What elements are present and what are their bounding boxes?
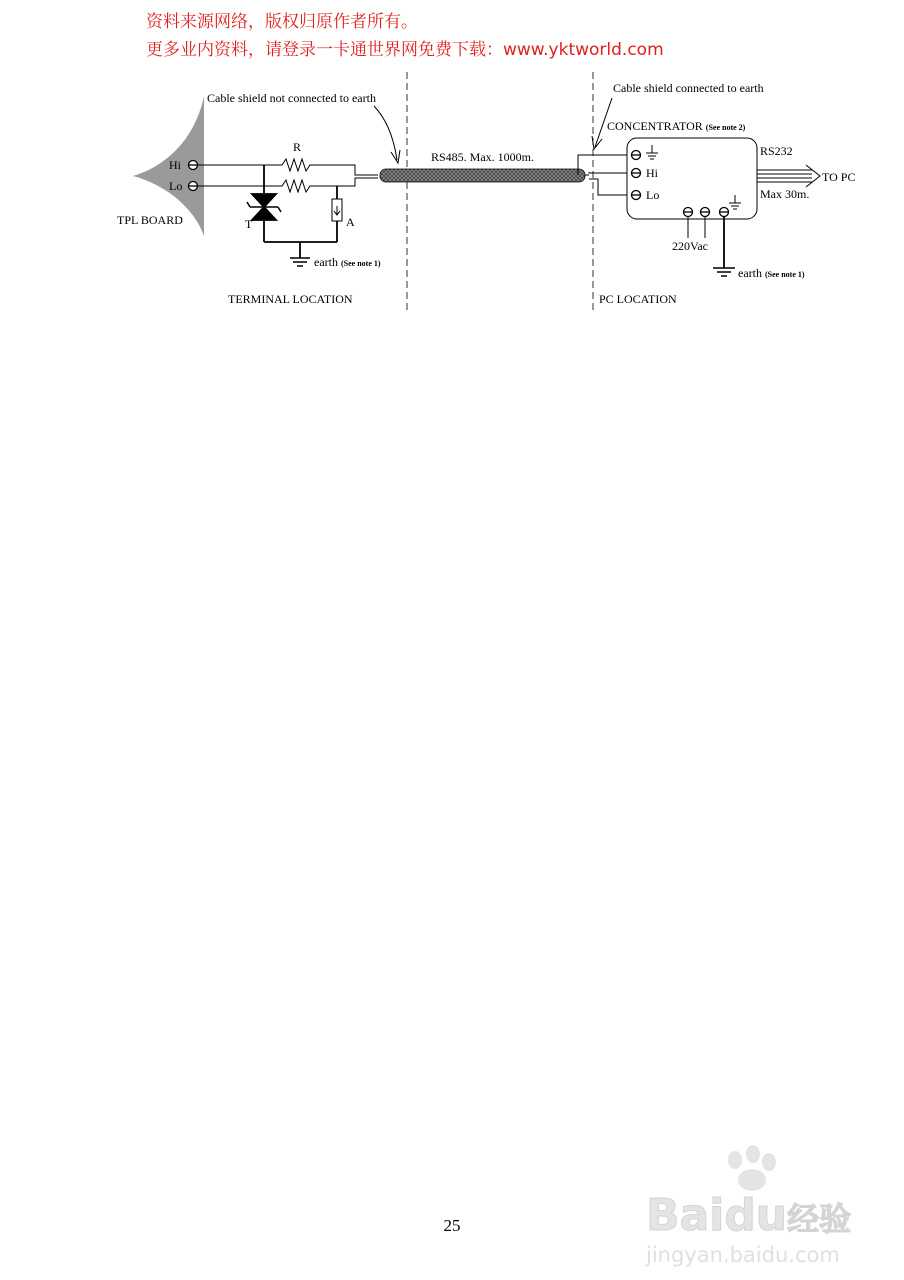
lo-terminal-left-icon bbox=[189, 182, 198, 191]
hi-label-right: Hi bbox=[646, 166, 658, 180]
concentrator-title: CONCENTRATOR (See note 2) bbox=[607, 119, 746, 133]
hi-line bbox=[198, 159, 378, 175]
watermark-url: jingyan.baidu.com bbox=[646, 1243, 840, 1267]
lo-label-left: Lo bbox=[169, 179, 183, 193]
shield-not-connected-arrow-icon bbox=[374, 106, 397, 160]
resistor-label: R bbox=[293, 140, 302, 154]
hi-terminal-left-icon bbox=[189, 161, 198, 170]
hi-terminal-right-icon bbox=[632, 169, 641, 178]
tpl-board-label: TPL BOARD bbox=[117, 213, 183, 227]
cable-label: RS485. Max. 1000m. bbox=[431, 150, 535, 164]
paw-icon bbox=[728, 1145, 776, 1191]
page-number: 25 bbox=[443, 1216, 461, 1235]
see-note-1-left: (See note 1) bbox=[340, 259, 381, 268]
watermark-brand: Baidu经验 bbox=[646, 1190, 852, 1241]
see-note-1-right: (See note 1) bbox=[764, 270, 805, 279]
wiring-diagram bbox=[0, 0, 904, 330]
shield-connected-label: Cable shield connected to earth bbox=[613, 81, 764, 95]
earth-icon-right bbox=[713, 268, 735, 276]
watermark-brand-cn: 经验 bbox=[787, 1200, 852, 1238]
see-note-2: (See note 2) bbox=[705, 123, 746, 132]
copyright-notice: 资料来源网络，版权归原作者所有。 bbox=[146, 12, 418, 32]
lo-terminal-right-icon bbox=[632, 191, 641, 200]
power-leads bbox=[688, 217, 705, 238]
lo-line bbox=[198, 178, 378, 192]
rs232-output-arrows-icon bbox=[757, 165, 820, 187]
to-pc-label: TO PC bbox=[822, 170, 856, 184]
watermark-brand-du: du bbox=[724, 1190, 788, 1241]
lo-label-right: Lo bbox=[646, 188, 660, 202]
rs232-label: RS232 bbox=[760, 144, 793, 158]
earth-label-right: earth (See note 1) bbox=[738, 266, 805, 280]
tvs-label: T bbox=[245, 217, 253, 231]
power-terminals-icon bbox=[684, 208, 729, 217]
shield-not-connected-label: Cable shield not connected to earth bbox=[207, 91, 376, 105]
power-label: 220Vac bbox=[672, 239, 708, 253]
shielded-cable bbox=[380, 169, 585, 182]
concentrator-wiring bbox=[578, 155, 631, 195]
pc-location-label: PC LOCATION bbox=[599, 292, 677, 306]
baidu-watermark bbox=[640, 1140, 860, 1270]
arrester-icon bbox=[332, 186, 342, 242]
earth-label-left: earth (See note 1) bbox=[314, 255, 381, 269]
download-notice: 更多业内资料，请登录一卡通世界网免费下载：www.yktworld.com bbox=[146, 40, 664, 60]
hi-label-left: Hi bbox=[169, 158, 181, 172]
terminal-location-label: TERMINAL LOCATION bbox=[228, 292, 353, 306]
max-30m-label: Max 30m. bbox=[760, 187, 810, 201]
earth-icon-left bbox=[290, 258, 310, 266]
arrester-label: A bbox=[346, 215, 355, 229]
